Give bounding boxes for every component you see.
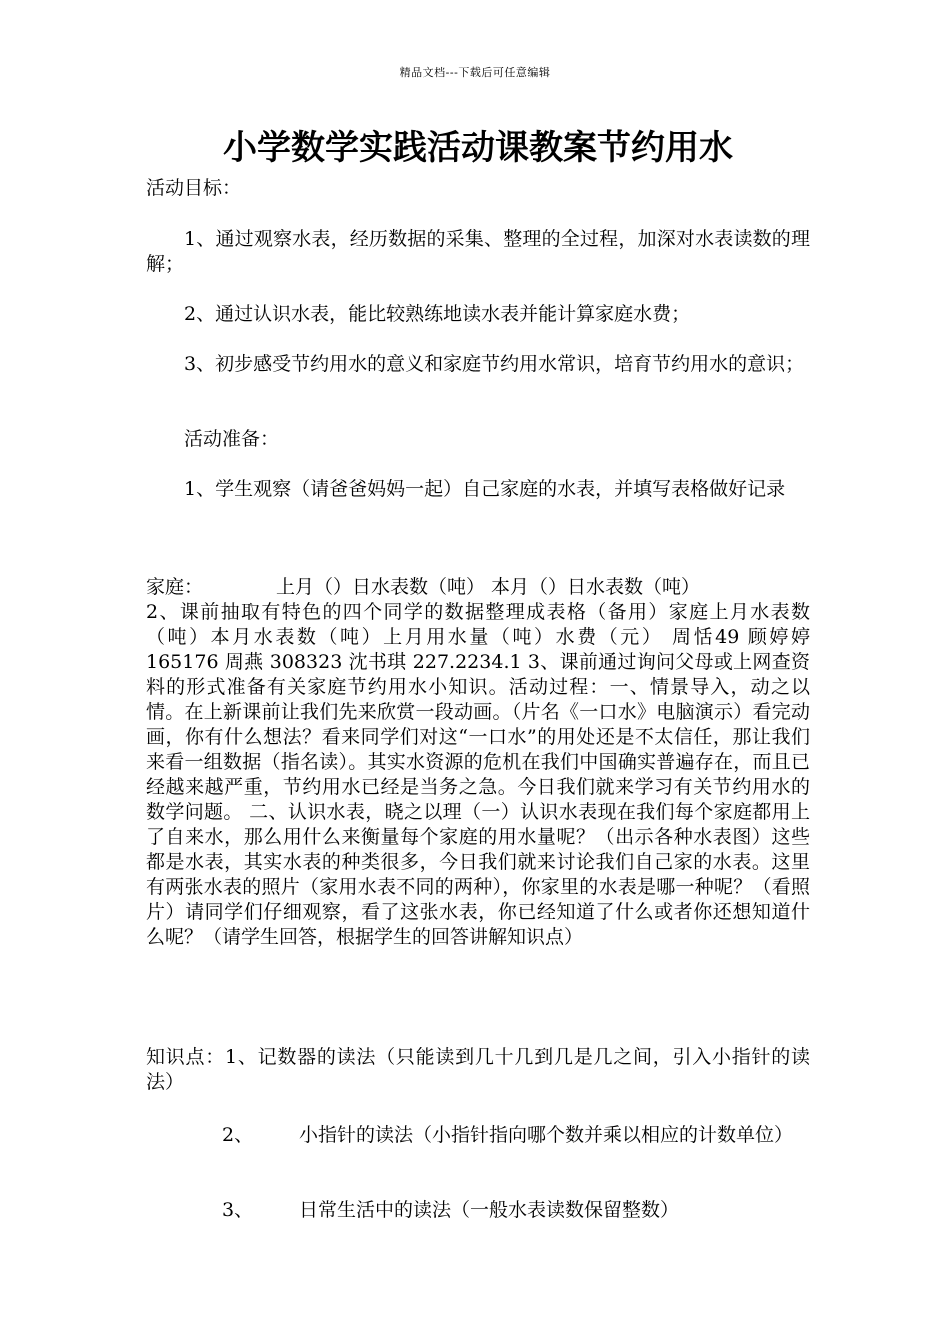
family-text: 上月（）日水表数（吨） 本月（）日水表数（吨）: [276, 576, 701, 598]
knowledge-item-2-text: 小指针的读法（小指针指向哪个数并乘以相应的计数单位）: [299, 1124, 794, 1146]
main-paragraph: 2、课前抽取有特色的四个同学的数据整理成表格（备用）家庭上月水表数（吨）本月水表数（吨）上月用水量（吨）水费（元） 周恬49 顾婷婷 165176 周燕 308323 沈书琪 227.2234.1 3、课前通过询问父母或上网查资料的形式准备有关家庭节约用水小知识。活动过程：一、情景导入，动之以情。在上新课前让我们先来欣赏一段动画。（片名《一口水》电脑演示）看完动画，你有什么想法？看来同学们对这“一口水”的用处还是不太信任，那让我们来看一组数据（指名读）。其实水资源的危机在我们中国确实普遍存在，而且已经越来越严重，节约用水已经是当务之急。今日我们就来学习有关节约用水的数学问题。 二、认识水表，晓之以理（一）认识水表现在我们每个家庭都用上了自来水，那么用什么来衡量每个家庭的用水量呢？（出示各种水表图）这些都是水表，其实水表的种类很多，今日我们就来讨论我们自己家的水表。这里有两张水表的照片（家用水表不同的两种），你家里的水表是哪一种呢？（看照片）请同学们仔细观察，看了这张水表，你已经知道了什么或者你还想知道什么呢？（请学生回答，根据学生的回答讲解知识点）: [146, 601, 810, 948]
knowledge-item-1: 知识点：1、记数器的读法（只能读到几十几到几是几之间，引入小指针的读法）: [146, 1046, 810, 1093]
family-label: 家庭：: [146, 576, 204, 598]
header-note: 精品文档---下载后可任意编辑: [399, 66, 551, 79]
goal-item-1: 1、通过观察水表，经历数据的采集、整理的全过程，加深对水表读数的理解；: [146, 228, 810, 275]
knowledge-item-2: [146, 1123, 810, 1148]
goal-item-3: 3、初步感受节约用水的意义和家庭节约用水常识，培育节约用水的意识；: [184, 353, 805, 375]
goals-label: 活动目标：: [146, 177, 242, 199]
preparation-item-1: 1、学生观察（请爸爸妈妈一起）自己家庭的水表，并填写表格做好记录: [184, 478, 786, 500]
main-section: [146, 575, 810, 950]
page-title: 小学数学实践活动课教案节约用水: [223, 128, 733, 168]
family-line: [146, 575, 810, 600]
goal-item-2: 2、通过认识水表，能比较熟练地读水表并能计算家庭水费；: [184, 303, 691, 325]
knowledge-item-3: [146, 1198, 810, 1223]
knowledge-item-2-number: 2、: [222, 1124, 254, 1146]
knowledge-item-3-number: 3、: [222, 1199, 254, 1221]
preparation-label: 活动准备：: [184, 428, 280, 450]
knowledge-item-3-text: 日常生活中的读法（一般水表读数保留整数）: [299, 1199, 680, 1221]
